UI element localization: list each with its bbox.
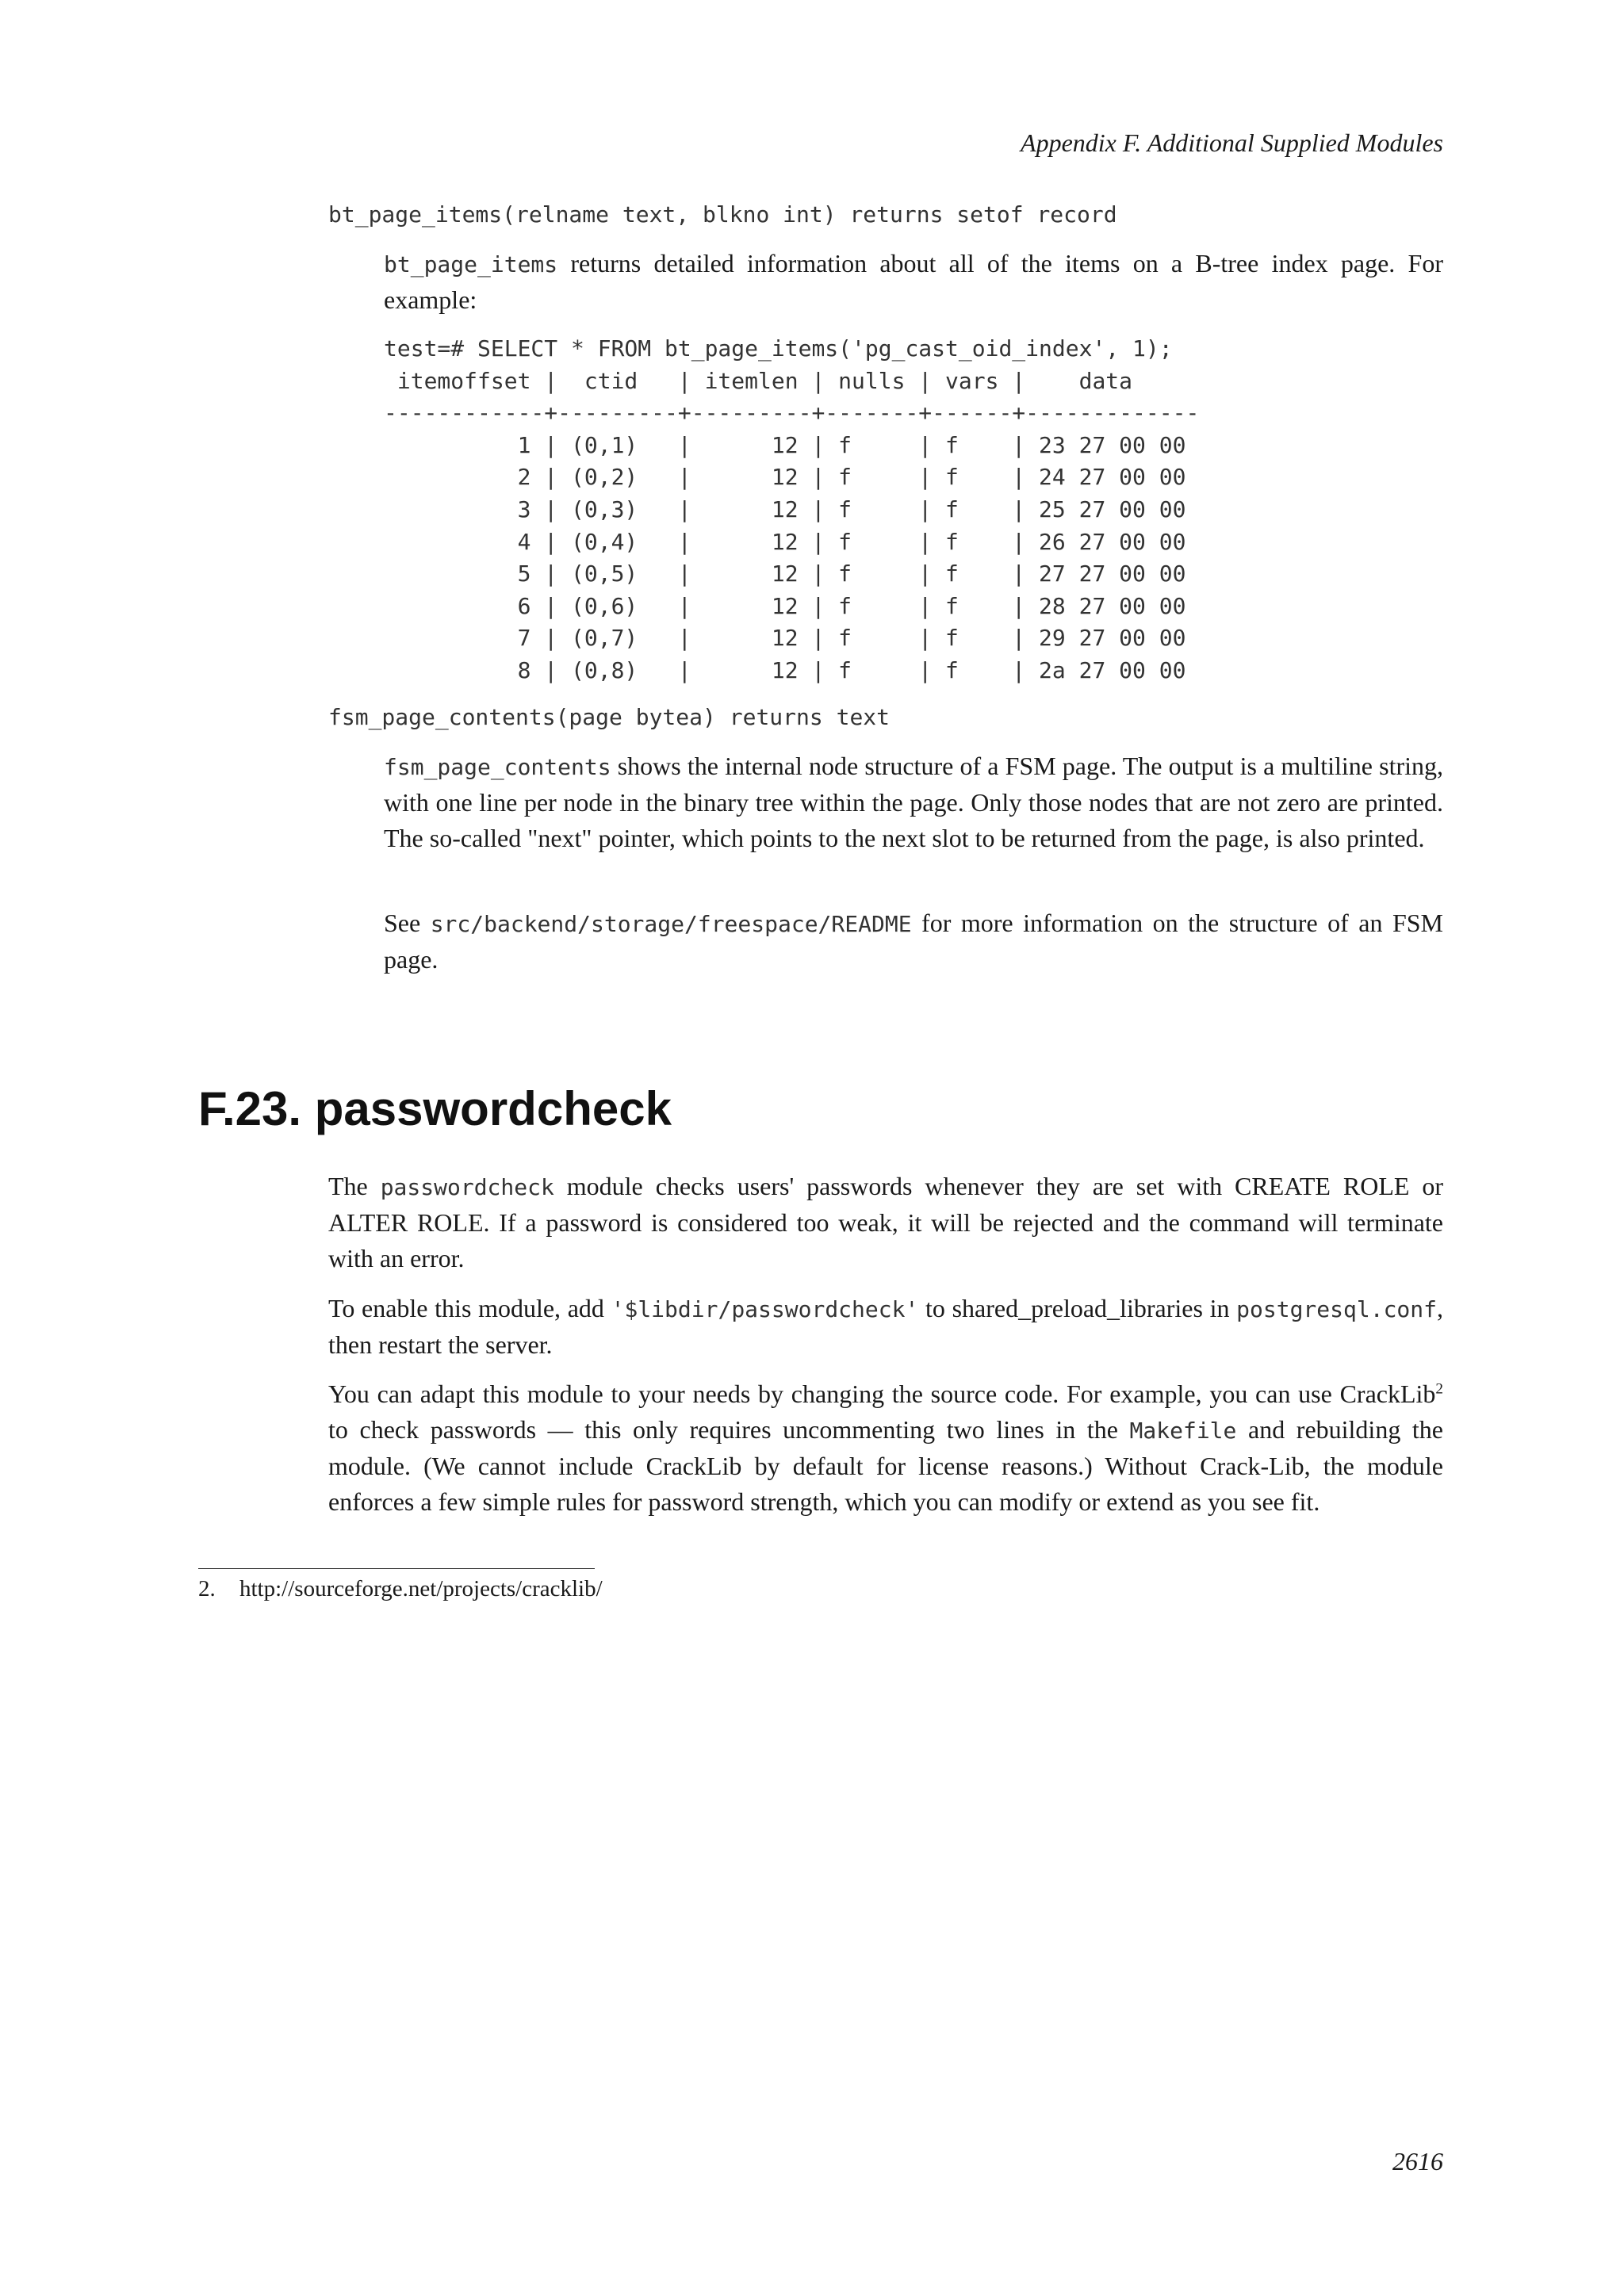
fsm-see-also	[384, 905, 1443, 978]
see-prefix: See	[384, 909, 431, 937]
readme-path: src/backend/storage/freespace/README	[430, 911, 912, 937]
fsm-code: fsm_page_contents	[384, 754, 611, 780]
bt-page-items-code: bt_page_items	[384, 251, 558, 277]
bt-page-items-text: returns detailed information about all of the items on a B-tree index page. For example:	[384, 249, 1443, 314]
bt-page-items-description	[384, 246, 1443, 318]
footnote-divider	[198, 1568, 595, 1569]
page-number: 2616	[1392, 2147, 1443, 2175]
module-name: passwordcheck	[380, 1174, 554, 1200]
p3-a: You can adapt this module to your needs by changing the source code. For example, you can use CrackLib	[328, 1380, 1436, 1408]
config-file: postgresql.conf	[1236, 1296, 1438, 1322]
footnote-link[interactable]: http://sourceforge.net/projects/cracklib/	[239, 1576, 603, 1601]
p3-b: to check passwords — this only requires uncommenting two lines in the	[328, 1415, 1130, 1444]
bt-page-items-example: test=# SELECT * FROM bt_page_items('pg_cast_oid_index', 1); itemoffset | ctid | itemlen | nulls | vars | data ------------+---------+---------+-------+------+------------- 1 | (0,1) | 12 | f | f | 23 27 00 00 2 | (0,2) | 12 | f | f | 24 27 00 00 3 | (0,3) | 12 | f | f | 25 27 00 00 4 | (0,4) | 12 | f | f | 26 27 00 00 5 | (0,5) | 12 | f | f | 27 27 00 00 6 | (0,6) | 12 | f | f | 28 27 00 00 7 | (0,7) | 12 | f | f | 29 27 00 00 8 | (0,8) | 12 | f | f | 2a 27 00 00	[384, 335, 1200, 683]
running-header: Appendix F. Additional Supplied Modules	[1021, 128, 1443, 157]
p2-mid: to shared_preload_libraries in	[918, 1294, 1237, 1322]
fsm-page-contents-signature: fsm_page_contents(page bytea) returns text	[328, 704, 891, 730]
fsm-text: shows the internal node structure of a FSM page. The output is a multiline string, with one line per node in the binary tree within the page. Only those nodes that are not zero are printed. The so-called "next" pointer, which points to the next slot to be returned from the page, is also printed.	[384, 752, 1443, 852]
p2-prefix: To enable this module, add	[328, 1294, 611, 1322]
p1-prefix: The	[328, 1172, 381, 1200]
footnote	[198, 1576, 603, 1602]
p3-c: and rebuilding the module. (We cannot include CrackLib by default for license reasons.) Without Crack-Lib, the module enforces a few simple rules for password strength, which you can modify or extend as you see fit.	[328, 1415, 1443, 1516]
footnote-number: 2.	[198, 1576, 216, 1601]
p1-suffix: module checks users' passwords whenever they are set with CREATE ROLE or ALTER ROLE. If a password is considered too weak, it will be rejected and the command will terminate with an error.	[328, 1172, 1444, 1272]
passwordcheck-enable	[328, 1291, 1443, 1363]
makefile-name: Makefile	[1129, 1418, 1237, 1444]
libdir-path: '$libdir/passwordcheck'	[611, 1296, 919, 1322]
section-title: F.23. passwordcheck	[198, 1082, 672, 1135]
p2-suffix: , then restart the server.	[328, 1294, 1444, 1359]
passwordcheck-adapt	[328, 1376, 1443, 1520]
fsm-page-contents-description	[384, 748, 1443, 856]
bt-page-items-signature: bt_page_items(relname text, blkno int) returns setof record	[328, 201, 1117, 228]
footnote-ref[interactable]: 2	[1435, 1380, 1443, 1398]
passwordcheck-intro	[328, 1169, 1443, 1276]
see-suffix: for more information on the structure of an FSM page.	[384, 909, 1444, 974]
